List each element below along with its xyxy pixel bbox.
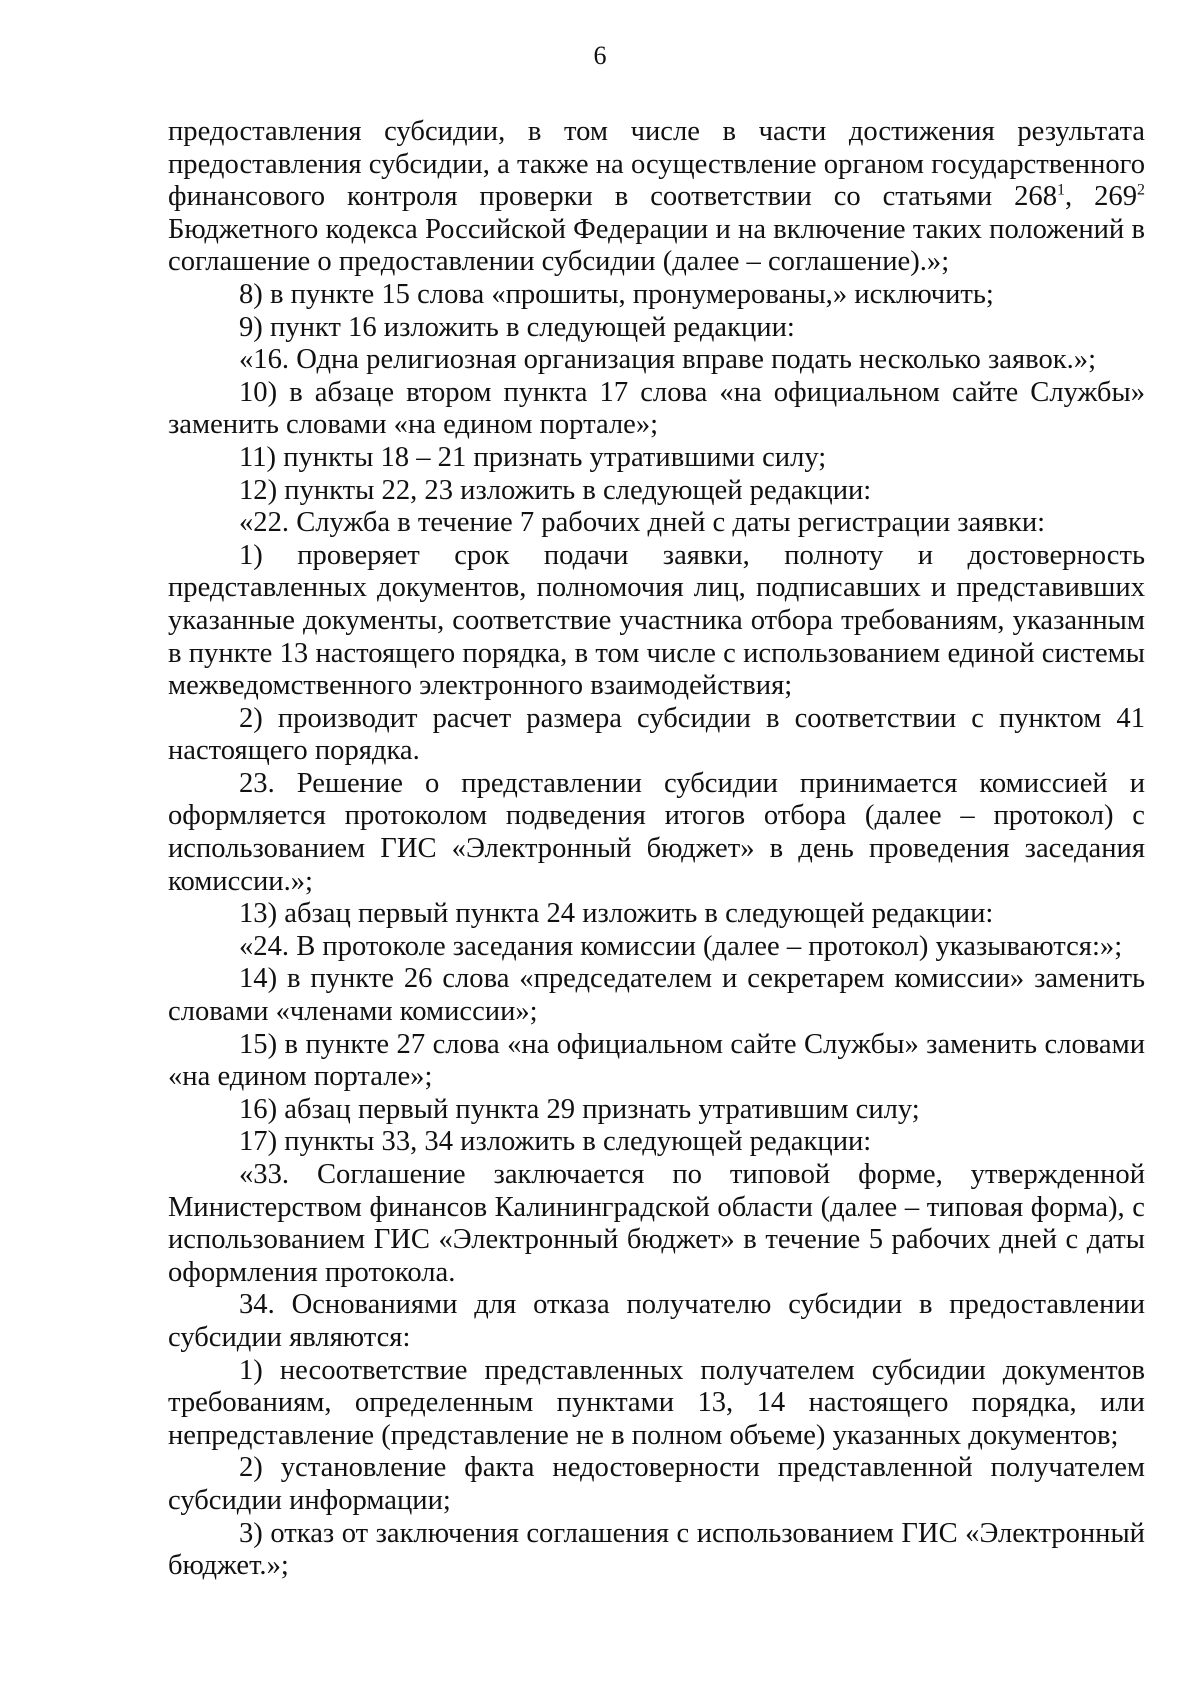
paragraph-16: 16) абзац первый пункта 29 признать утратившим силу; [239,1093,920,1125]
paragraph-14: 14) в пункте 26 слова «председателем и секретарем комиссии» заменить словами «членами комиссии»; [168,963,1145,1028]
page-number: 6 [593,41,607,70]
paragraph-3: 9) пункт 16 изложить в следующей редакции: [239,311,795,343]
paragraph-20: 1) несоответствие представленных получателем субсидии документов требованиям, определенным пунктами 13, 14 настоящего порядка, или непредставление (представление не в полном объеме) указанных документов; [168,1354,1145,1451]
paragraph-19: 34. Основаниями для отказа получателю субсидии в предоставлении субсидии являются: [168,1289,1145,1353]
paragraph-8: «22. Служба в течение 7 рабочих дней с даты регистрации заявки: [239,507,1046,539]
paragraph-10: 2) производит расчет размера субсидии в соответствии с пунктом 41 настоящего порядка. [168,702,1145,767]
paragraph-4: «16. Одна религиозная организация вправе подать несколько заявок.»; [239,344,1097,376]
document-body [168,116,1145,1583]
paragraph-2: 8) в пункте 15 слова «прошиты, пронумерованы,» исключить; [239,278,994,310]
superscript-2: 2 [1137,181,1145,199]
paragraph-11: 23. Решение о представлении субсидии принимается комиссией и оформляется протоколом подведения итогов отбора (далее – протокол) с использованием ГИС «Электронный бюджет» в день проведения заседания комиссии.»; [168,767,1145,897]
paragraph-12: 13) абзац первый пункта 24 изложить в следующей редакции: [239,898,994,930]
paragraph-5: 10) в абзаце втором пункта 17 слова «на официальном сайте Службы» заменить словами «на едином портале»; [168,376,1145,441]
paragraph-21: 2) установление факта недостоверности представленной получателем субсидии информации; [168,1452,1145,1516]
superscript-1: 1 [1057,181,1066,199]
paragraph-22: 3) отказ от заключения соглашения с использованием ГИС «Электронный бюджет.»; [168,1517,1145,1582]
paragraph-18: «33. Соглашение заключается по типовой форме, утвержденной Министерством финансов Калининградской области (далее – типовая форма), с использованием ГИС «Электронный бюджет» в течение 5 рабочих дней с даты оформления протокола. [168,1159,1145,1288]
paragraph-1 [168,116,1145,279]
paragraph-17: 17) пункты 33, 34 изложить в следующей редакции: [239,1126,872,1158]
paragraph-13: «24. В протоколе заседания комиссии (далее – протокол) указываются:»; [239,930,1123,962]
paragraph-1-text-end: Бюджетного кодекса Российской Федерации и на включение таких положений в соглашение о предоставлении субсидии (далее – соглашение).»; [168,213,1145,278]
paragraph-7: 12) пункты 22, 23 изложить в следующей редакции: [239,474,872,506]
paragraph-1-text-mid: , 269 [1065,181,1137,213]
paragraph-9: 1) проверяет срок подачи заявки, полноту и достоверность представленных документов, полномочия лиц, подписавших и представивших указанные документы, соответствие участника отбора требованиям, указанным в пункте 13 настоящего порядка, в том числе с использованием единой системы межведомственного электронного взаимодействия; [168,539,1145,702]
paragraph-15: 15) в пункте 27 слова «на официальном сайте Службы» заменить словами «на едином портале»; [168,1028,1145,1093]
paragraph-1-text: предоставления субсидии, в том числе в части достижения результата предоставления субсидии, а также на осуществление органом государственного финансового контроля проверки в соответствии со статьями 268 [168,116,1145,213]
paragraph-6: 11) пункты 18 – 21 признать утратившими силу; [239,441,827,473]
